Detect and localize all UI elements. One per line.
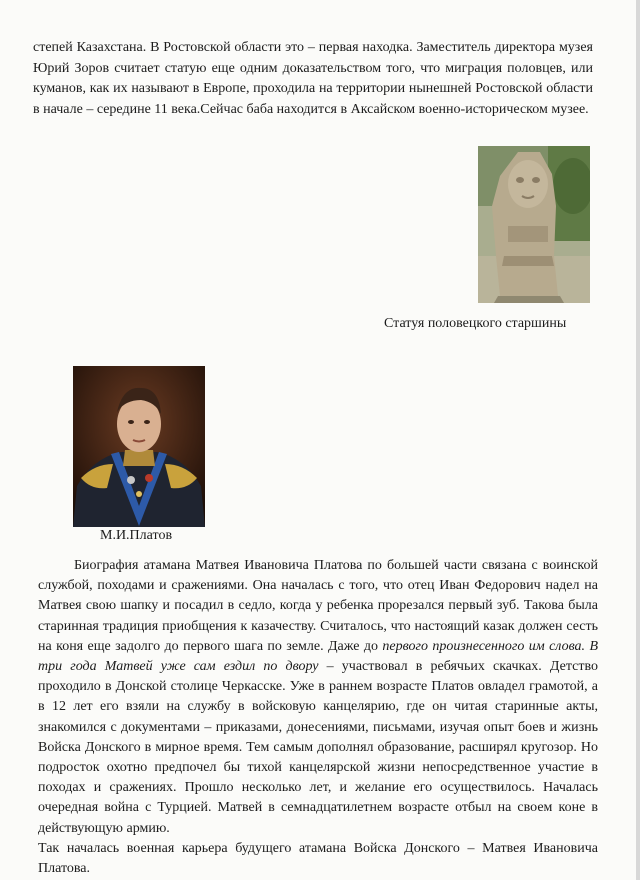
- statue-photo: [478, 146, 590, 303]
- biography-section: [38, 556, 598, 879]
- statue-caption: Статуя половецкого старшины: [384, 316, 567, 331]
- biography-text-part2: – участвовал в ребячьих скачках. Детство проходило в Донской столице Черкасске. Уже в раннем возрасте Платов овладел грамотой, а в 12 лет его взяли на службу в войсковую канцелярию, где он читая старинные акты, знакомился с документами – приказами, донесениями, письмами, изучая опыт боев и жизнь Войска Донского в мирное время. Тем самым дополнял образование, расширял кругозор. Но подросток охотно предпочел бы тихой канцелярской жизни непосредственное участие в походах и сражениях. Прошло несколько лет, и желание его осуществилось. Началась очередная война с Турцией. Матвей в семнадцатилетнем возрасте отбыл на своем коне в действующую армию.: [38, 659, 598, 836]
- biography-text-part1: Биография атамана Матвея Ивановича Платова по большей части связана с воинской службой, походами и сражениями. Она началась с того, что отец Иван Федорович надел на Матвея свою шапку и посадил в седло, когда у ребенка прорезался первый зуб. Такова была старинная традиция приобщения к казачеству. Считалось, что настоящий казак должен сесть на коня еще задолго до первого шага по земле. Даже до: [38, 558, 598, 654]
- portrait-caption: М.И.Платов: [100, 528, 173, 543]
- biography-italic-text: первого произнесенного им слова. В три года Матвей уже сам ездил по двору: [38, 638, 598, 675]
- platov-portrait: [73, 366, 205, 527]
- intro-text: степей Казахстана. В Ростовской области это – первая находка. Заместитель директора музея Юрий Зоров считает статую еще одним доказательством того, что миграция половцев, или куманов, как их называют в Европе, проходила на территории нынешней Ростовской области в начале – середине 11 века.Сейчас баба находится в Аксайском военно-историческом музее.: [33, 40, 593, 117]
- intro-paragraph: [33, 38, 593, 120]
- biography-closing: Так началась военная карьера будущего атамана Войска Донского – Матвея Ивановича Платова.: [38, 840, 598, 877]
- biography-paragraph: [38, 556, 598, 839]
- page-edge: [636, 0, 640, 880]
